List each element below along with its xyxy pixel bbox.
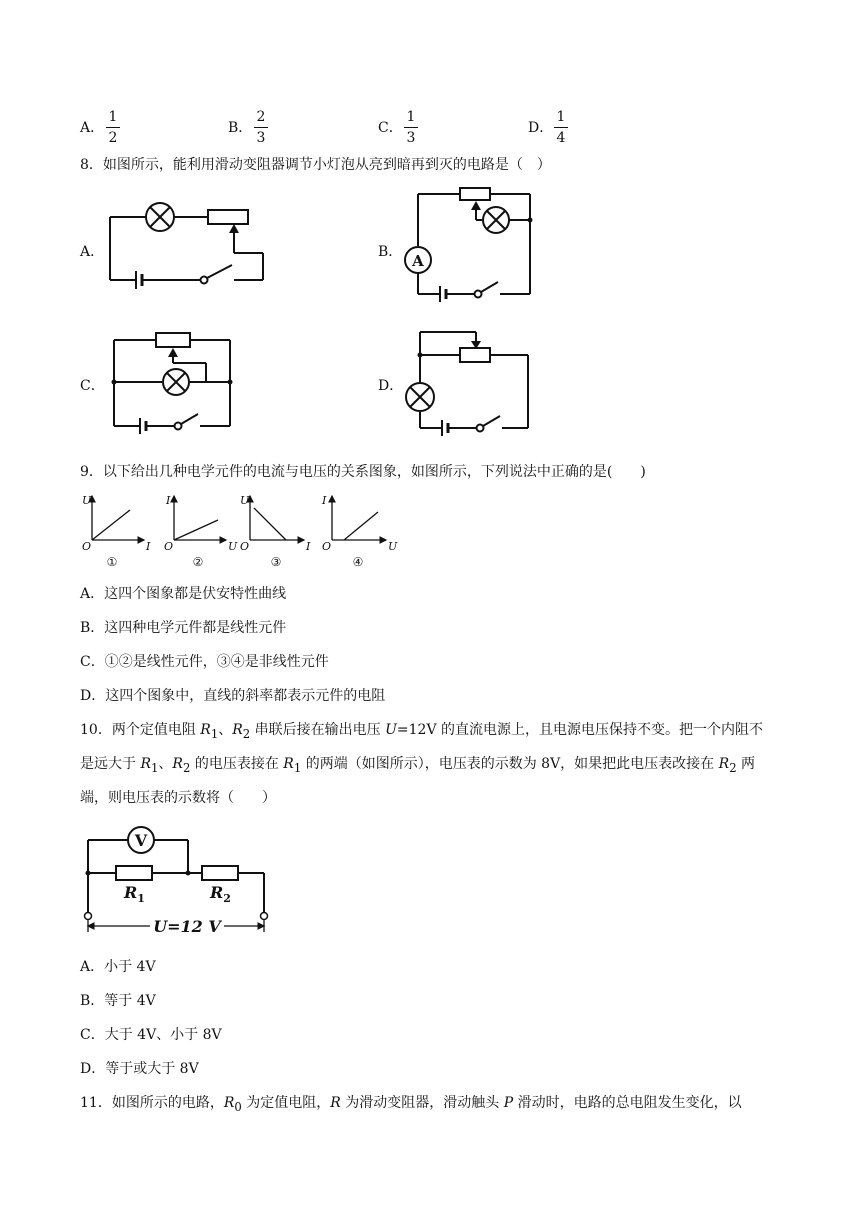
graph-3-y-label: U bbox=[240, 494, 250, 507]
q7-option-c-fraction bbox=[404, 108, 418, 147]
q7-option-d-fraction bbox=[554, 108, 568, 147]
graph-4 bbox=[332, 496, 386, 540]
q10-option-d: D．等于或大于 8V bbox=[80, 1061, 199, 1077]
graph-2-number: ② bbox=[192, 555, 204, 569]
q9-graphs bbox=[78, 490, 408, 570]
q8-circuit-b bbox=[400, 188, 540, 303]
q8-option-c-label: C． bbox=[80, 378, 105, 394]
denominator: 2 bbox=[108, 130, 118, 146]
q9-option-c: C．①②是线性元件，③④是非线性元件 bbox=[80, 654, 329, 670]
graph-4-origin: O bbox=[322, 540, 332, 553]
q10-stem-line-3: 端，则电压表的示数将（ ） bbox=[80, 790, 276, 806]
numerator: 1 bbox=[406, 109, 416, 125]
voltage-label: U=12 V bbox=[153, 917, 221, 936]
numerator: 1 bbox=[108, 109, 118, 125]
denominator: 3 bbox=[406, 130, 416, 146]
q9-option-d: D．这四个图象中，直线的斜率都表示元件的电阻 bbox=[80, 688, 386, 704]
q7-option-b-fraction bbox=[254, 108, 268, 147]
graph-3-origin: O bbox=[240, 540, 250, 553]
numerator: 2 bbox=[256, 109, 266, 125]
r2-label: $R_2$ bbox=[210, 883, 231, 905]
q10-circuit bbox=[78, 820, 278, 945]
q7-option-c-letter: C． bbox=[378, 120, 403, 136]
graph-4-x-label: U bbox=[388, 540, 398, 553]
q7-option-d-letter: D． bbox=[528, 120, 554, 136]
q7-option-b-letter: B． bbox=[228, 120, 253, 136]
voltmeter-symbol: V bbox=[134, 831, 148, 850]
denominator: 3 bbox=[256, 130, 266, 146]
q8-stem: 8．如图所示，能利用滑动变阻器调节小灯泡从亮到暗再到灭的电路是（ ） bbox=[80, 157, 551, 173]
q10-option-b: B．等于 4V bbox=[80, 993, 156, 1009]
graph-2 bbox=[174, 496, 226, 540]
numerator: 1 bbox=[556, 109, 566, 125]
denominator: 4 bbox=[556, 130, 566, 146]
graph-2-y-label: I bbox=[166, 494, 171, 507]
q9-stem: 9．以下给出几种电学元件的电流与电压的关系图象，如图所示，下列说法中正确的是( ) bbox=[80, 464, 646, 480]
q9-option-a: A．这四个图象都是伏安特性曲线 bbox=[80, 586, 287, 602]
graph-1 bbox=[92, 496, 144, 540]
q7-option-a-fraction bbox=[106, 108, 120, 147]
q8-option-d-label: D． bbox=[378, 378, 404, 394]
graph-3-number: ③ bbox=[270, 555, 282, 569]
q8-circuit-c bbox=[108, 328, 248, 438]
q8-option-b-label: B． bbox=[378, 244, 403, 260]
q7-option-a-letter: A． bbox=[80, 120, 105, 136]
graph-1-x-label: I bbox=[146, 540, 151, 553]
q9-option-b: B．这四种电学元件都是线性元件 bbox=[80, 620, 287, 636]
graph-4-number: ④ bbox=[352, 555, 364, 569]
q8-circuit-a bbox=[108, 195, 278, 295]
q10-option-a: A．小于 4V bbox=[80, 959, 156, 975]
graph-3 bbox=[250, 496, 304, 540]
q11-stem: 11．如图所示的电路，$R_0$ 为定值电阻，R 为滑动变阻器，滑动触头 P 滑动时，电路的总电阻发生变化，以 bbox=[80, 1095, 742, 1114]
graph-3-x-label: I bbox=[306, 540, 311, 553]
q10-stem-line-1: 10．两个定值电阻 $R_1$、$R_2$ 串联后接在输出电压 U=12V 的直流电源上，且电源电压保持不变。把一个内阻不 bbox=[80, 722, 764, 741]
q10-option-c: C．大于 4V、小于 8V bbox=[80, 1027, 222, 1043]
graph-1-y-label: U bbox=[82, 494, 92, 507]
graph-1-number: ① bbox=[106, 555, 118, 569]
ammeter-symbol: A bbox=[412, 252, 424, 270]
q8-option-a-label: A． bbox=[80, 244, 105, 260]
graph-2-origin: O bbox=[164, 540, 174, 553]
graph-4-y-label: I bbox=[322, 494, 327, 507]
q10-stem-line-2: 是远大于 $R_1$、$R_2$ 的电压表接在 $R_1$ 的两端（如图所示），电压表的示数为 8V，如果把此电压表改接在 $R_2$ 两 bbox=[80, 756, 756, 775]
graph-2-x-label: U bbox=[228, 540, 238, 553]
graph-1-origin: O bbox=[82, 540, 92, 553]
r1-label: $R_1$ bbox=[124, 883, 145, 905]
q8-circuit-d bbox=[404, 328, 544, 443]
